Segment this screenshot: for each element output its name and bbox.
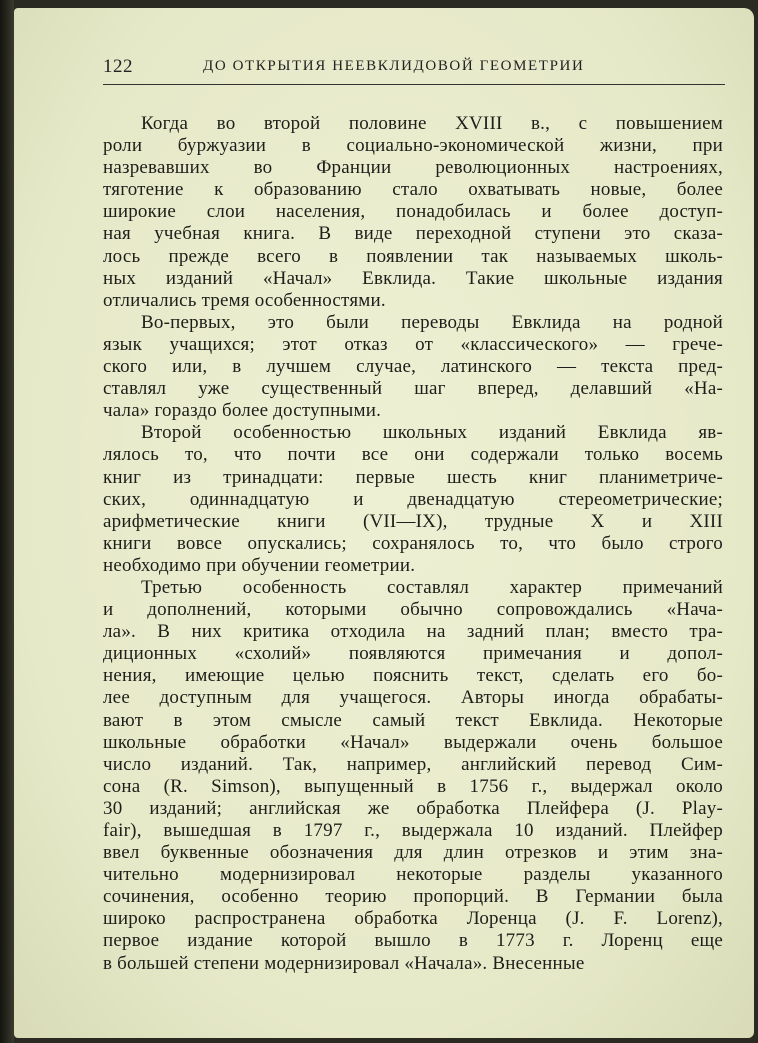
text-line: лее доступным для учащегося. Авторы иногда обрабаты-: [103, 687, 723, 709]
text-line: книги вовсе опускались; сохранялось то, что было строго: [103, 532, 723, 554]
text-line: чала» гораздо более доступными.: [103, 400, 382, 422]
text-line: Второй особенностью школьных изданий Евклида яв-: [141, 422, 723, 444]
text-line: в большей степени модернизировал «Начала». Внесенные: [103, 952, 585, 974]
text-line: лялось то, что почти все они содержали только восемь: [103, 444, 723, 466]
text-line: ввел буквенные обозначения для длин отрезков и этим зна-: [103, 842, 723, 864]
text-line: арифметические книги (VII—IX), трудные X и XIII: [103, 510, 723, 532]
text-line: число изданий. Так, например, английский перевод Сим-: [103, 753, 723, 775]
scan-edge: [0, 0, 14, 1043]
running-head: ДО ОТКРЫТИЯ НЕЕВКЛИДОВОЙ ГЕОМЕТРИИ: [203, 58, 585, 74]
text-line: широкие слои населения, понадобилась и более доступ-: [103, 201, 723, 223]
paragraph: [103, 113, 723, 312]
text-line: язык учащихся; этот отказ от «классического» — грече-: [103, 333, 723, 355]
body-text: [103, 113, 723, 975]
header-rule: [103, 84, 725, 85]
text-line: первое издание которой вышло в 1773 г. Лоренц еще: [103, 930, 723, 952]
text-line: широко распространена обработка Лоренца (J. F. Lorenz),: [103, 908, 723, 930]
text-line: школьные обработки «Начал» выдержали очень большое: [103, 731, 723, 753]
text-line: ная учебная книга. В виде переходной ступени это сказа-: [103, 223, 723, 245]
text-line: диционных «схолий» появляются примечания и допол-: [103, 643, 723, 665]
text-line: книг из тринадцати: первые шесть книг планиметриче-: [103, 466, 723, 488]
text-line: отличались тремя особенностями.: [103, 289, 386, 311]
text-line: Когда во второй половине XVIII в., с повышением: [141, 113, 723, 134]
text-line: fair), вышедшая в 1797 г., выдержала 10 изданий. Плейфер: [103, 820, 723, 841]
page-number: 122: [103, 56, 133, 77]
text-line: назревавших во Франции революционных настроениях,: [103, 157, 723, 179]
text-line: ставлял уже существенный шаг вперед, делавший «На-: [103, 378, 723, 400]
text-line: 30 изданий; английская же обработка Плейфера (J. Play-: [103, 797, 723, 819]
paragraph: [103, 577, 723, 975]
text-line: необходимо при обучении геометрии.: [103, 554, 416, 576]
text-line: Во-первых, это были переводы Евклида на родной: [141, 311, 723, 333]
text-line: лось прежде всего в появлении так называемых школь-: [103, 245, 723, 267]
text-line: ского или, в лучшем случае, латинского — текста пред-: [103, 356, 723, 378]
page-header: [103, 56, 723, 80]
paragraph: [103, 422, 723, 577]
text-line: тяготение к образованию стало охватывать новые, более: [103, 179, 723, 201]
text-line: роли буржуазии в социально-экономической жизни, при: [103, 135, 723, 157]
text-line: чительно модернизировал некоторые разделы указанного: [103, 864, 723, 886]
text-line: нения, имеющие целью пояснить текст, сделать его бо-: [103, 665, 723, 687]
text-line: ла». В них критика отходила на задний план; вместо тра-: [103, 621, 723, 643]
text-line: сона (R. Simson), выпущенный в 1756 г., выдержал около: [103, 775, 723, 797]
text-line: ных изданий «Начал» Евклида. Такие школьные издания: [103, 267, 723, 289]
text-line: Третью особенность составлял характер примечаний: [141, 576, 723, 598]
text-line: сочинения, особенно теорию пропорций. В Германии была: [103, 886, 723, 908]
text-line: и дополнений, которыми обычно сопровождались «Нача-: [103, 599, 723, 621]
text-line: вают в этом смысле самый текст Евклида. Некоторые: [103, 709, 723, 731]
text-line: ских, одиннадцатую и двенадцатую стереометрические;: [103, 488, 723, 510]
paragraph: [103, 312, 723, 422]
